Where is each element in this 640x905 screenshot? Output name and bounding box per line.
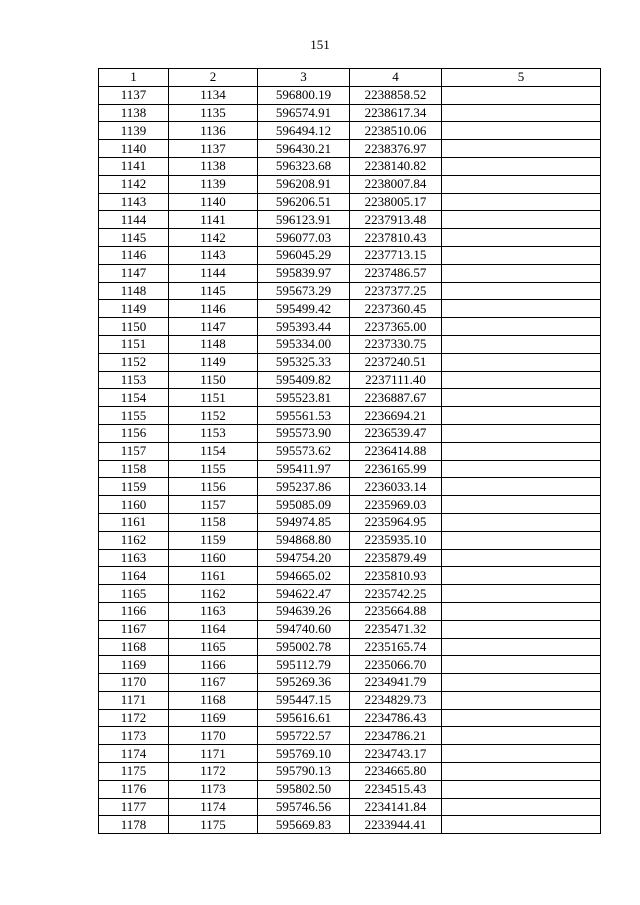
cell-x-coordinate: 595790.13 (258, 763, 350, 781)
cell-note (442, 211, 601, 229)
cell-x-coordinate: 595769.10 (258, 745, 350, 763)
table-row (99, 300, 601, 318)
cell-y-coordinate: 2237365.00 (350, 318, 442, 336)
cell-point-number: 1149 (99, 300, 169, 318)
cell-point-number: 1144 (99, 211, 169, 229)
cell-point-number: 1142 (99, 175, 169, 193)
cell-y-coordinate: 2234141.84 (350, 798, 442, 816)
cell-reference-number: 1167 (169, 674, 258, 692)
table-row (99, 549, 601, 567)
cell-y-coordinate: 2238510.06 (350, 122, 442, 140)
cell-reference-number: 1156 (169, 478, 258, 496)
table-row (99, 460, 601, 478)
cell-x-coordinate: 594639.26 (258, 602, 350, 620)
cell-point-number: 1173 (99, 727, 169, 745)
cell-note (442, 282, 601, 300)
cell-x-coordinate: 596077.03 (258, 229, 350, 247)
cell-reference-number: 1168 (169, 691, 258, 709)
cell-note (442, 371, 601, 389)
cell-reference-number: 1172 (169, 763, 258, 781)
cell-note (442, 745, 601, 763)
cell-note (442, 709, 601, 727)
cell-x-coordinate: 596123.91 (258, 211, 350, 229)
cell-reference-number: 1171 (169, 745, 258, 763)
cell-reference-number: 1173 (169, 780, 258, 798)
cell-x-coordinate: 595334.00 (258, 335, 350, 353)
cell-point-number: 1150 (99, 318, 169, 336)
cell-y-coordinate: 2237810.43 (350, 229, 442, 247)
cell-note (442, 496, 601, 514)
table-row (99, 798, 601, 816)
cell-x-coordinate: 595616.61 (258, 709, 350, 727)
cell-reference-number: 1164 (169, 620, 258, 638)
cell-note (442, 353, 601, 371)
cell-x-coordinate: 596430.21 (258, 140, 350, 158)
cell-note (442, 318, 601, 336)
cell-note (442, 585, 601, 603)
cell-y-coordinate: 2236694.21 (350, 407, 442, 425)
cell-reference-number: 1162 (169, 585, 258, 603)
cell-reference-number: 1151 (169, 389, 258, 407)
cell-note (442, 175, 601, 193)
table-row (99, 424, 601, 442)
cell-reference-number: 1166 (169, 656, 258, 674)
cell-y-coordinate: 2236539.47 (350, 424, 442, 442)
cell-x-coordinate: 594974.85 (258, 513, 350, 531)
cell-y-coordinate: 2238005.17 (350, 193, 442, 211)
cell-y-coordinate: 2235810.93 (350, 567, 442, 585)
cell-x-coordinate: 595523.81 (258, 389, 350, 407)
cell-reference-number: 1135 (169, 104, 258, 122)
column-header-3: 3 (258, 69, 350, 87)
cell-point-number: 1175 (99, 763, 169, 781)
cell-x-coordinate: 595447.15 (258, 691, 350, 709)
cell-y-coordinate: 2237713.15 (350, 246, 442, 264)
cell-x-coordinate: 595839.97 (258, 264, 350, 282)
cell-point-number: 1137 (99, 86, 169, 104)
cell-reference-number: 1149 (169, 353, 258, 371)
cell-note (442, 460, 601, 478)
cell-y-coordinate: 2234665.80 (350, 763, 442, 781)
cell-y-coordinate: 2234786.43 (350, 709, 442, 727)
cell-point-number: 1145 (99, 229, 169, 247)
cell-point-number: 1151 (99, 335, 169, 353)
cell-point-number: 1154 (99, 389, 169, 407)
cell-point-number: 1139 (99, 122, 169, 140)
cell-x-coordinate: 596574.91 (258, 104, 350, 122)
cell-note (442, 478, 601, 496)
column-header-1: 1 (99, 69, 169, 87)
cell-point-number: 1146 (99, 246, 169, 264)
cell-point-number: 1156 (99, 424, 169, 442)
cell-reference-number: 1146 (169, 300, 258, 318)
cell-y-coordinate: 2235742.25 (350, 585, 442, 603)
cell-note (442, 531, 601, 549)
cell-x-coordinate: 595411.97 (258, 460, 350, 478)
table-row (99, 282, 601, 300)
cell-note (442, 389, 601, 407)
table-row (99, 531, 601, 549)
cell-x-coordinate: 594868.80 (258, 531, 350, 549)
cell-point-number: 1153 (99, 371, 169, 389)
cell-reference-number: 1150 (169, 371, 258, 389)
cell-note (442, 691, 601, 709)
cell-y-coordinate: 2237240.51 (350, 353, 442, 371)
cell-y-coordinate: 2233944.41 (350, 816, 442, 834)
table-row (99, 478, 601, 496)
coordinates-table (98, 68, 601, 834)
table-row (99, 513, 601, 531)
cell-point-number: 1166 (99, 602, 169, 620)
cell-x-coordinate: 595237.86 (258, 478, 350, 496)
cell-y-coordinate: 2234786.21 (350, 727, 442, 745)
table-row (99, 585, 601, 603)
cell-note (442, 140, 601, 158)
cell-reference-number: 1165 (169, 638, 258, 656)
cell-y-coordinate: 2237377.25 (350, 282, 442, 300)
cell-reference-number: 1139 (169, 175, 258, 193)
cell-reference-number: 1152 (169, 407, 258, 425)
table-row (99, 229, 601, 247)
cell-y-coordinate: 2237360.45 (350, 300, 442, 318)
cell-reference-number: 1148 (169, 335, 258, 353)
cell-x-coordinate: 596045.29 (258, 246, 350, 264)
cell-y-coordinate: 2235935.10 (350, 531, 442, 549)
table-row (99, 407, 601, 425)
cell-point-number: 1178 (99, 816, 169, 834)
table-row (99, 193, 601, 211)
cell-point-number: 1160 (99, 496, 169, 514)
cell-x-coordinate: 595393.44 (258, 318, 350, 336)
column-header-2: 2 (169, 69, 258, 87)
cell-y-coordinate: 2237111.40 (350, 371, 442, 389)
table-row (99, 656, 601, 674)
cell-y-coordinate: 2234829.73 (350, 691, 442, 709)
cell-reference-number: 1157 (169, 496, 258, 514)
cell-note (442, 780, 601, 798)
cell-x-coordinate: 595573.62 (258, 442, 350, 460)
table-row (99, 727, 601, 745)
cell-x-coordinate: 595409.82 (258, 371, 350, 389)
cell-y-coordinate: 2237486.57 (350, 264, 442, 282)
cell-x-coordinate: 595269.36 (258, 674, 350, 692)
cell-note (442, 638, 601, 656)
cell-note (442, 798, 601, 816)
cell-reference-number: 1174 (169, 798, 258, 816)
cell-note (442, 157, 601, 175)
table-row (99, 674, 601, 692)
cell-point-number: 1158 (99, 460, 169, 478)
cell-reference-number: 1169 (169, 709, 258, 727)
cell-y-coordinate: 2237330.75 (350, 335, 442, 353)
table-row (99, 318, 601, 336)
cell-x-coordinate: 596208.91 (258, 175, 350, 193)
cell-note (442, 122, 601, 140)
table-row (99, 496, 601, 514)
cell-point-number: 1171 (99, 691, 169, 709)
cell-x-coordinate: 596494.12 (258, 122, 350, 140)
table-row (99, 567, 601, 585)
cell-point-number: 1165 (99, 585, 169, 603)
cell-x-coordinate: 594754.20 (258, 549, 350, 567)
cell-x-coordinate: 594665.02 (258, 567, 350, 585)
cell-point-number: 1162 (99, 531, 169, 549)
cell-reference-number: 1163 (169, 602, 258, 620)
table-row (99, 442, 601, 460)
cell-y-coordinate: 2234941.79 (350, 674, 442, 692)
cell-note (442, 264, 601, 282)
table-row (99, 763, 601, 781)
cell-y-coordinate: 2238376.97 (350, 140, 442, 158)
cell-point-number: 1161 (99, 513, 169, 531)
cell-reference-number: 1161 (169, 567, 258, 585)
table-row (99, 104, 601, 122)
cell-y-coordinate: 2234743.17 (350, 745, 442, 763)
table-row (99, 246, 601, 264)
cell-note (442, 674, 601, 692)
cell-point-number: 1172 (99, 709, 169, 727)
column-header-4: 4 (350, 69, 442, 87)
cell-x-coordinate: 595722.57 (258, 727, 350, 745)
cell-point-number: 1168 (99, 638, 169, 656)
cell-note (442, 424, 601, 442)
cell-point-number: 1170 (99, 674, 169, 692)
cell-y-coordinate: 2235066.70 (350, 656, 442, 674)
cell-y-coordinate: 2235664.88 (350, 602, 442, 620)
cell-note (442, 442, 601, 460)
cell-y-coordinate: 2236887.67 (350, 389, 442, 407)
cell-reference-number: 1155 (169, 460, 258, 478)
cell-reference-number: 1144 (169, 264, 258, 282)
cell-note (442, 246, 601, 264)
cell-y-coordinate: 2238140.82 (350, 157, 442, 175)
cell-y-coordinate: 2235165.74 (350, 638, 442, 656)
cell-x-coordinate: 596800.19 (258, 86, 350, 104)
cell-y-coordinate: 2235471.32 (350, 620, 442, 638)
cell-x-coordinate: 595002.78 (258, 638, 350, 656)
table-row (99, 371, 601, 389)
cell-reference-number: 1134 (169, 86, 258, 104)
cell-point-number: 1169 (99, 656, 169, 674)
cell-reference-number: 1142 (169, 229, 258, 247)
cell-reference-number: 1153 (169, 424, 258, 442)
cell-reference-number: 1136 (169, 122, 258, 140)
cell-x-coordinate: 595561.53 (258, 407, 350, 425)
table-row (99, 602, 601, 620)
cell-note (442, 335, 601, 353)
cell-note (442, 86, 601, 104)
cell-note (442, 407, 601, 425)
cell-x-coordinate: 595802.50 (258, 780, 350, 798)
cell-x-coordinate: 595112.79 (258, 656, 350, 674)
table-row (99, 264, 601, 282)
table-row (99, 816, 601, 834)
cell-note (442, 300, 601, 318)
table-row (99, 211, 601, 229)
cell-point-number: 1159 (99, 478, 169, 496)
table-row (99, 709, 601, 727)
cell-point-number: 1152 (99, 353, 169, 371)
cell-point-number: 1176 (99, 780, 169, 798)
cell-x-coordinate: 595325.33 (258, 353, 350, 371)
table-row (99, 745, 601, 763)
cell-point-number: 1147 (99, 264, 169, 282)
table-header (99, 69, 601, 87)
cell-x-coordinate: 595499.42 (258, 300, 350, 318)
cell-reference-number: 1141 (169, 211, 258, 229)
cell-point-number: 1164 (99, 567, 169, 585)
cell-note (442, 816, 601, 834)
cell-note (442, 763, 601, 781)
cell-y-coordinate: 2236033.14 (350, 478, 442, 496)
cell-point-number: 1174 (99, 745, 169, 763)
cell-reference-number: 1137 (169, 140, 258, 158)
cell-note (442, 727, 601, 745)
table-row (99, 691, 601, 709)
cell-reference-number: 1160 (169, 549, 258, 567)
cell-y-coordinate: 2235879.49 (350, 549, 442, 567)
cell-point-number: 1143 (99, 193, 169, 211)
cell-note (442, 656, 601, 674)
cell-reference-number: 1175 (169, 816, 258, 834)
cell-reference-number: 1140 (169, 193, 258, 211)
cell-y-coordinate: 2234515.43 (350, 780, 442, 798)
cell-y-coordinate: 2238617.34 (350, 104, 442, 122)
cell-point-number: 1148 (99, 282, 169, 300)
cell-reference-number: 1143 (169, 246, 258, 264)
cell-reference-number: 1147 (169, 318, 258, 336)
cell-point-number: 1140 (99, 140, 169, 158)
header-row (99, 69, 601, 87)
cell-reference-number: 1138 (169, 157, 258, 175)
cell-x-coordinate: 594740.60 (258, 620, 350, 638)
table-row (99, 389, 601, 407)
cell-note (442, 513, 601, 531)
cell-note (442, 193, 601, 211)
cell-y-coordinate: 2235964.95 (350, 513, 442, 531)
table-row (99, 86, 601, 104)
cell-note (442, 567, 601, 585)
cell-point-number: 1167 (99, 620, 169, 638)
cell-reference-number: 1158 (169, 513, 258, 531)
table-row (99, 157, 601, 175)
page-number: 151 (310, 37, 330, 52)
cell-y-coordinate: 2235969.03 (350, 496, 442, 514)
cell-reference-number: 1145 (169, 282, 258, 300)
cell-x-coordinate: 595573.90 (258, 424, 350, 442)
cell-point-number: 1157 (99, 442, 169, 460)
cell-point-number: 1177 (99, 798, 169, 816)
cell-reference-number: 1159 (169, 531, 258, 549)
cell-x-coordinate: 595669.83 (258, 816, 350, 834)
cell-x-coordinate: 596206.51 (258, 193, 350, 211)
cell-x-coordinate: 595673.29 (258, 282, 350, 300)
cell-y-coordinate: 2236414.88 (350, 442, 442, 460)
table-row (99, 140, 601, 158)
table-row (99, 620, 601, 638)
cell-point-number: 1155 (99, 407, 169, 425)
cell-y-coordinate: 2236165.99 (350, 460, 442, 478)
cell-note (442, 549, 601, 567)
cell-y-coordinate: 2238858.52 (350, 86, 442, 104)
cell-y-coordinate: 2238007.84 (350, 175, 442, 193)
cell-reference-number: 1154 (169, 442, 258, 460)
column-header-5: 5 (442, 69, 601, 87)
cell-x-coordinate: 595085.09 (258, 496, 350, 514)
cell-note (442, 104, 601, 122)
cell-point-number: 1141 (99, 157, 169, 175)
cell-reference-number: 1170 (169, 727, 258, 745)
cell-y-coordinate: 2237913.48 (350, 211, 442, 229)
table-row (99, 122, 601, 140)
table-row (99, 335, 601, 353)
table-body (99, 86, 601, 833)
cell-note (442, 229, 601, 247)
cell-x-coordinate: 595746.56 (258, 798, 350, 816)
table-row (99, 353, 601, 371)
cell-x-coordinate: 596323.68 (258, 157, 350, 175)
cell-x-coordinate: 594622.47 (258, 585, 350, 603)
table-row (99, 638, 601, 656)
cell-note (442, 602, 601, 620)
table-row (99, 780, 601, 798)
table-row (99, 175, 601, 193)
cell-note (442, 620, 601, 638)
cell-point-number: 1138 (99, 104, 169, 122)
cell-point-number: 1163 (99, 549, 169, 567)
